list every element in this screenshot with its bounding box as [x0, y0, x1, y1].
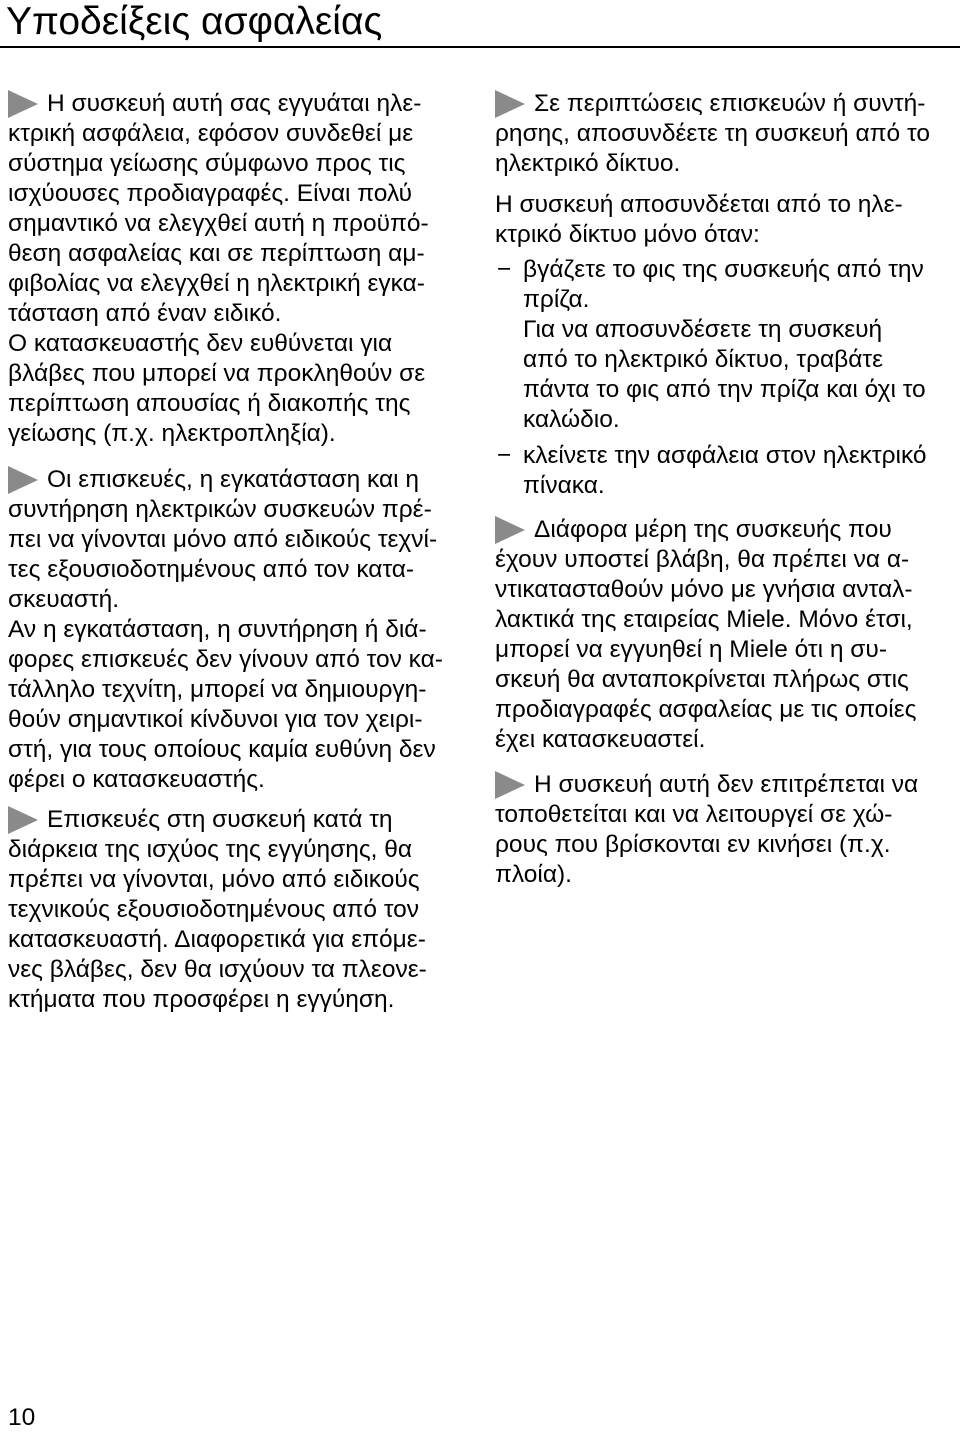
page-title: Υποδείξεις ασφαλείας — [6, 0, 383, 43]
list-item-text: βγάζετε το φις της συσκευής από την πρίζα. — [523, 256, 924, 313]
note-paragraph: Αν η εγκατάσταση, η συντήρηση ή διά- φορες επισκευές δεν γίνουν από τον κα- τάλληλο τεχνίτη, μπορεί να δημιουργη- θούν σημαντικοί κίνδυνοι για τον χειρι- στή, για τους οποίους καμία ευθύνη δεν φέρει ο κατασκευαστής. — [8, 616, 443, 793]
safety-note-service — [495, 89, 953, 179]
list-item-detail: Για να αποσυνδέσετε τη συσκευή από το ηλεκτρικό δίκτυο, τραβάτε πάντα το φις από την πρίζα και όχι το καλώδιο. — [523, 316, 926, 433]
triangle-arrow-right-icon — [495, 771, 525, 799]
triangle-arrow-right-icon — [8, 806, 38, 834]
list-item-text: κλείνετε την ασφάλεια στον ηλεκτρικό πίνακα. — [523, 442, 927, 499]
dash-marker: − — [497, 256, 512, 283]
note-paragraph: Η συσκευή αυτή σας εγγυάται ηλε- κτρική ασφάλεια, εφόσον συνδεθεί με σύστημα γείωσης σύμφωνο προς τις ισχύουσες προδιαγραφές. Είναι πολύ σημαντικό να ελεγχθεί αυτή η προϋπό- θεση ασφαλείας και σε περίπτωση αμ- φιβολίας να ελεγχθεί η ηλεκτρική εγκα- τάσταση από έναν ειδικό. — [8, 90, 429, 327]
disconnect-intro — [495, 190, 953, 250]
left-column — [8, 80, 460, 1020]
title-divider — [0, 46, 960, 48]
safety-note-mobile-use — [495, 770, 953, 890]
note-paragraph: Οι επισκευές, η εγκατάσταση και η συντήρηση ηλεκτρικών συσκευών πρέ- πει να γίνονται μόνο από ειδικούς τεχνί- τες εξουσιοδοτημένους από τον κατα- σκευαστή. — [8, 466, 438, 613]
note-paragraph: Η συσκευή αυτή δεν επιτρέπεται να τοποθετείται και να λειτουργεί σε χώ- ρους που βρίσκονται εν κινήσει (π.χ. πλοία). — [495, 771, 919, 888]
safety-note-repairs — [8, 465, 460, 795]
safety-note-earthing — [8, 89, 460, 449]
note-paragraph: Σε περιπτώσεις επισκευών ή συντή- ρησης, αποσυνδέετε τη συσκευή από το ηλεκτρικό δίκτυο. — [495, 90, 930, 177]
list-item — [495, 441, 953, 501]
right-column — [495, 80, 953, 1020]
list-item — [495, 255, 953, 435]
note-paragraph: Επισκευές στη συσκευή κατά τη διάρκεια της ισχύος της εγγύησης, θα πρέπει να γίνονται, μόνο από ειδικούς τεχνικούς εξουσιοδοτημένους από τον κατασκευαστή. Διαφορετικά για επόμε- νες βλάβες, δεν θα ισχύουν τα πλεονε- κτήματα που προσφέρει η εγγύηση. — [8, 806, 427, 1013]
page-number: 10 — [8, 1404, 36, 1431]
intro-paragraph: Η συσκευή αποσυνδέεται από το ηλε- κτρικό δίκτυο μόνο όταν: — [495, 191, 903, 248]
safety-note-spare-parts — [495, 515, 953, 755]
triangle-arrow-right-icon — [8, 466, 38, 494]
safety-note-warranty — [8, 805, 460, 1015]
triangle-arrow-right-icon — [495, 90, 525, 118]
triangle-arrow-right-icon — [495, 516, 525, 544]
triangle-arrow-right-icon — [8, 90, 38, 118]
dash-marker: − — [497, 442, 512, 469]
note-paragraph: Ο κατασκευαστής δεν ευθύνεται για βλάβες που μπορεί να προκληθούν σε περίπτωση απουσίας ή διακοπής της γείωσης (π.χ. ηλεκτροπληξία). — [8, 330, 426, 447]
note-paragraph: Διάφορα μέρη της συσκευής που έχουν υποστεί βλάβη, θα πρέπει να α- ντικατασταθούν μόνο με γνήσια ανταλ- λακτικά της εταιρείας Miele. Μόνο έτσι, μπορεί να εγγυηθεί η Miele ότι η συ- σκευή θα ανταποκρίνεται πλήρως στις προδιαγραφές ασφαλείας με τις οποίες έχει κατασκευαστεί. — [495, 516, 917, 753]
